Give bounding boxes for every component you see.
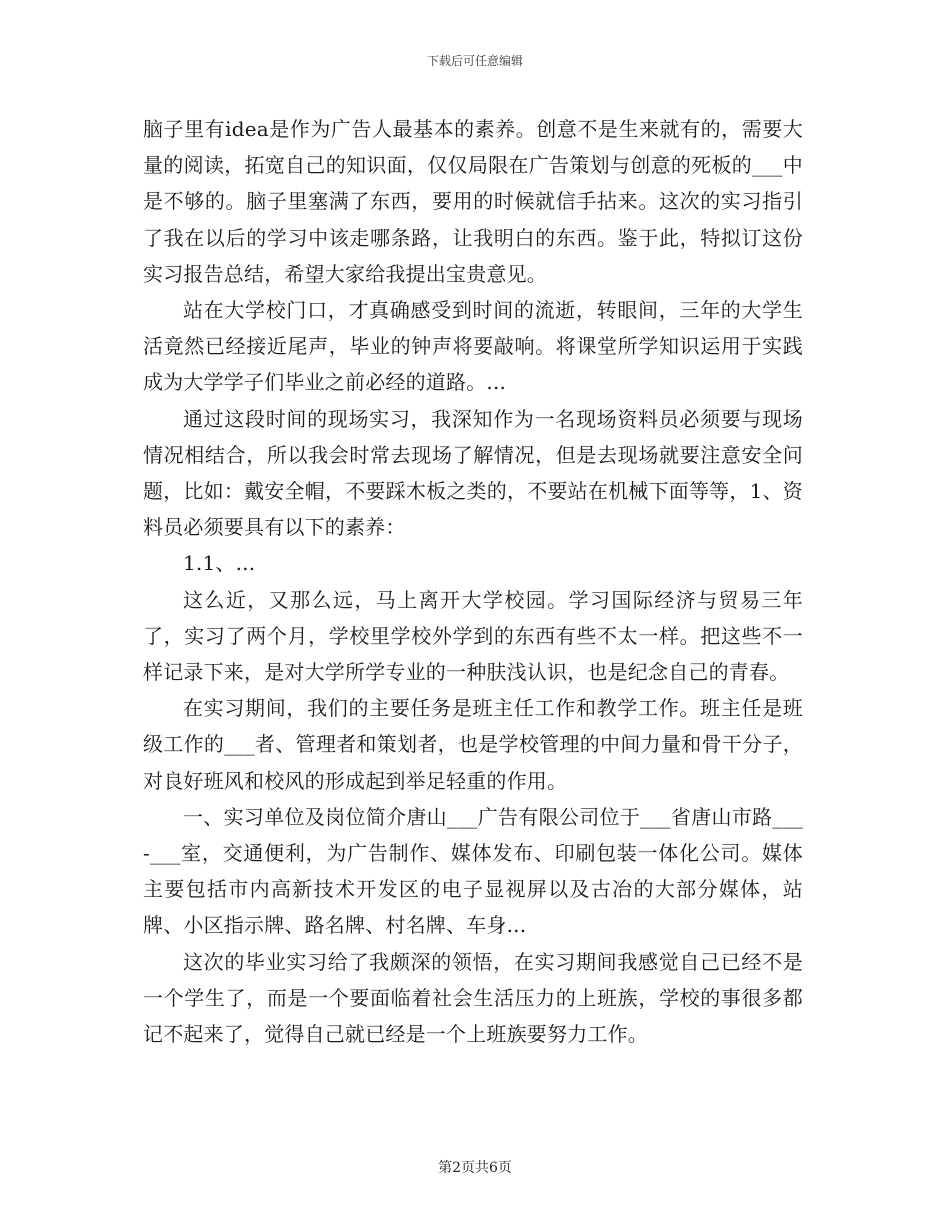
paragraph-4: 1.1、... bbox=[183, 551, 256, 576]
page-header: 下载后可任意编辑 bbox=[426, 54, 523, 68]
paragraph-1: 脑子里有idea是作为广告人最基本的素养。创意不是生来就有的，需要大量的阅读，拓宽自己的知识面，仅仅局限在广告策划与创意的死板的___中是不够的。脑子里塞满了东西，要用的时候就信手拈来。这次的实习指引了我在以后的学习中该走哪条路，让我明白的东西。鉴于此，特拟订这份实习报告总结，希望大家给我提出宝贵意见。 bbox=[143, 117, 803, 286]
paragraph-2: 站在大学校门口，才真确感受到时间的流逝，转眼间，三年的大学生活竟然已经接近尾声，毕业的钟声将要敲响。将课堂所学知识运用于实践成为大学学子们毕业之前必经的道路。... bbox=[143, 298, 803, 395]
page-number: 第2页共6页 bbox=[438, 1160, 512, 1176]
paragraph-5: 这么近，又那么远，马上离开大学校园。学习国际经济与贸易三年了，实习了两个月，学校里学校外学到的东西有些不太一样。把这些不一样记录下来，是对大学所学专业的一种肤浅认识，也是纪念自己的青春。 bbox=[143, 587, 803, 685]
document-body bbox=[143, 111, 803, 1052]
paragraph-8: 这次的毕业实习给了我颇深的领悟，在实习期间我感觉自己已经不是一个学生了，而是一个要面临着社会生活压力的上班族，学校的事很多都记不起来了，觉得自己就已经是一个上班族要努力工作。 bbox=[143, 949, 803, 1047]
paragraph-7: 一、实习单位及岗位简介唐山___广告有限公司位于___省唐山市路___-___室，交通便利，为广告制作、媒体发布、印刷包装一体化公司。媒体主要包括市内高新技术开发区的电子显视屏以及古冶的大部分媒体，站牌、小区指示牌、路名牌、村名牌、车身... bbox=[143, 804, 803, 938]
paragraph-6: 在实习期间，我们的主要任务是班主任工作和教学工作。班主任是班级工作的___者、管理者和策划者，也是学校管理的中间力量和骨干分子，对良好班风和校风的形成起到举足轻重的作用。 bbox=[143, 696, 803, 793]
paragraph-3: 通过这段时间的现场实习，我深知作为一名现场资料员必须要与现场情况相结合，所以我会时常去现场了解情况，但是去现场就要注意安全问题，比如：戴安全帽，不要踩木板之类的，不要站在机械下面等等，1、资料员必须要具有以下的素养： bbox=[143, 406, 803, 540]
